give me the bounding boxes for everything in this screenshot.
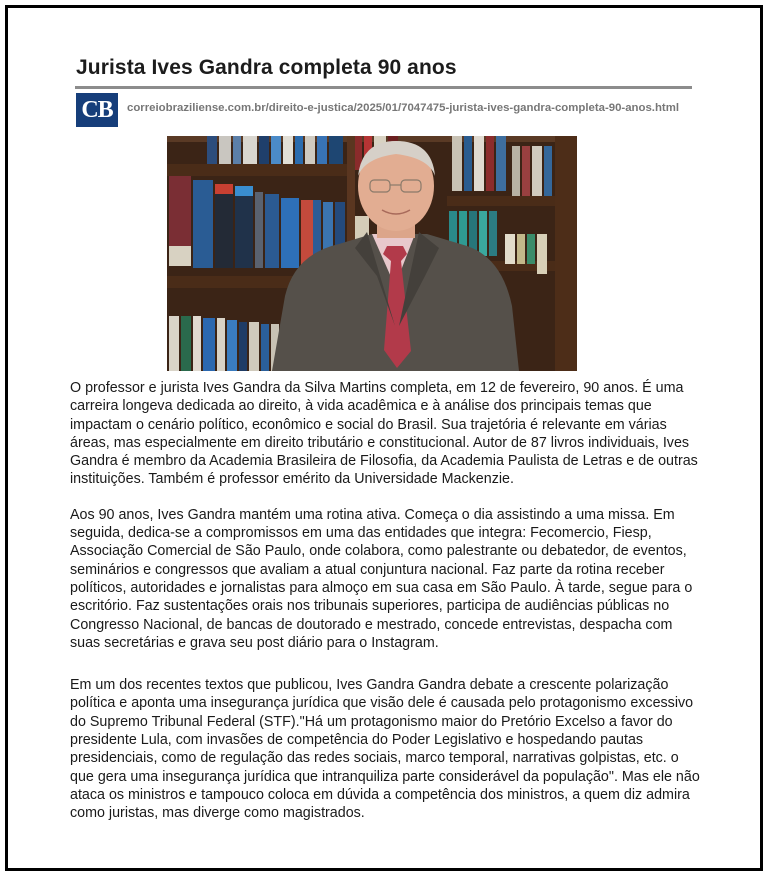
article-body: [70, 379, 700, 823]
source-logo: CB: [76, 93, 118, 127]
article-photo: [167, 136, 577, 371]
photo-of-ives-gandra-icon: [167, 136, 577, 371]
article-title: Jurista Ives Gandra completa 90 anos: [76, 56, 457, 79]
article-paragraph: O professor e jurista Ives Gandra da Silva Martins completa, em 12 de fevereiro, 90 anos. É uma carreira longeva dedicada ao direito, à vida acadêmica e à análise dos principais temas que impactam o cenário político, econômico e social do Brasil. Sua trajetória é relevante em várias áreas, mas especialmente em direito tributário e constitucional. Autor de 87 livros individuais, Ives Gandra é membro da Academia Brasileira de Filosofia, da Academia Paulista de Letras e de outras instituições. Também é professor emérito da Universidade Mackenzie.: [70, 380, 698, 488]
source-url[interactable]: correiobraziliense.com.br/direito-e-justica/2025/01/7047475-jurista-ives-gandra-completa-90-anos.html: [127, 102, 680, 114]
article-paragraph: Aos 90 anos, Ives Gandra mantém uma rotina ativa. Começa o dia assistindo a uma missa. Em seguida, dedica-se a compromissos em uma das entidades que integra: Fecomercio, Fiesp, Associação Comercial de São Paulo, onde colabora, como palestrante ou debatedor, de eventos, seminários e congressos que avaliam a atual conjuntura nacional. Faz parte da rotina receber políticos, autoridades e jornalistas para almoço em sua casa em São Paulo. À tarde, segue para o escritório. Faz sustentações orais nos tribunais superiores, participa de audiências públicas no Congresso Nacional, de bancas de doutorado e mestrado, concede entrevistas, despacha com suas secretárias e grava seu post diário para o Instagram.: [70, 506, 693, 651]
article-paragraph: Em um dos recentes textos que publicou, Ives Gandra Gandra debate a crescente polarização política e aponta uma insegurança jurídica que visão dele é causada pelo protagonismo excessivo do Supremo Tribunal Federal (STF)."Há um protagonismo maior do Pretório Excelso a favor do presidente Lula, com invasões de competência do Poder Legislativo e hospedando pautas presidenciais, como de regulação das redes sociais, marco temporal, narrativas golpistas, etc. o que gera uma insegurança jurídica que intranquiliza parte considerável da população". Mas ele não ataca os ministros e tampouco coloca em dúvida a competência dos ministros, a quem diz admira como juristas, mas diverge como magistrados.: [70, 677, 700, 822]
title-divider: [75, 86, 692, 89]
